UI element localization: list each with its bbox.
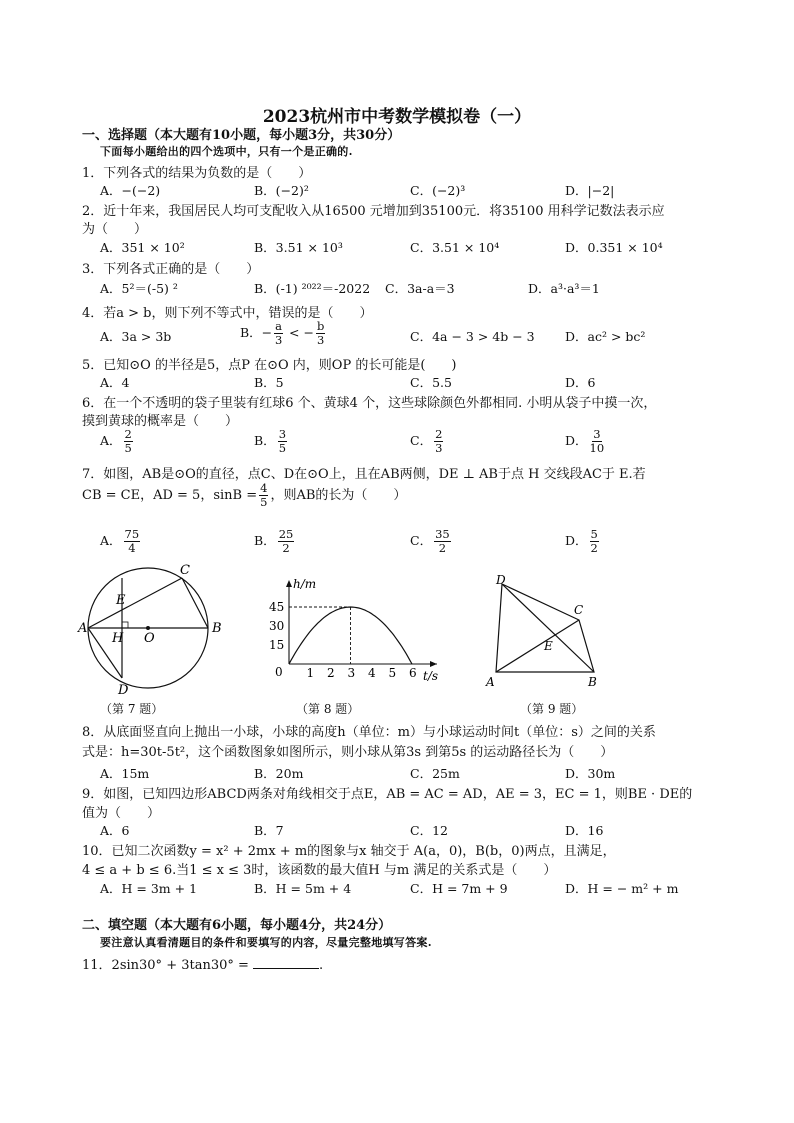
q9-option-a: A．6: [100, 823, 130, 838]
section2-note: 要注意认真看清题目的条件和要填写的内容，尽量完整地填写答案.: [100, 936, 432, 949]
label-o: O: [144, 631, 155, 646]
q6-stem-line2: 摸到黄球的概率是（ ）: [82, 414, 239, 429]
x-tick-label: 3: [347, 666, 356, 680]
q7-option-d: D． $\frac{5}{2}$: [565, 527, 598, 555]
figure-8-parabola-chart: [255, 574, 445, 692]
q9-stem-line2: 值为（ ）: [82, 806, 161, 821]
q10-stem: 10．已知二次函数y = x² + 2mx + m的图象与x 轴交于 A(a，0)，B(b，0)两点，且满足，: [82, 844, 616, 859]
q9-option-c: C．12: [410, 823, 448, 838]
q2-option-b: B．3.51 × 10³: [254, 240, 343, 255]
q1-option-b: B．(−2)²: [254, 183, 309, 198]
figure-7-caption: （第 7 题）: [100, 702, 164, 716]
q4-option-a: A．3a > 3b: [100, 329, 172, 344]
x-axis-arrow: [430, 661, 437, 667]
q8-option-c: C．25m: [410, 766, 460, 781]
q6-option-a: A． $\frac{2}{5}$: [100, 427, 132, 455]
q6-stem: 6．在一个不透明的袋子里装有红球6 个、黄球4 个，这些球除颜色外都相同. 小明从袋子中摸一次，: [82, 396, 657, 411]
q2-stem-line2: 为（ ）: [82, 222, 148, 237]
right-angle-mark: [122, 622, 128, 628]
q6-option-b: B． $\frac{3}{5}$: [254, 427, 287, 455]
q8-option-b: B．20m: [254, 766, 304, 781]
q10-option-c: C．H = 7m + 9: [410, 881, 508, 896]
q1-option-c: C．(−2)³: [410, 183, 466, 198]
q8-option-d: D．30m: [565, 766, 616, 781]
q1-option-a: A．−(−2): [100, 183, 161, 198]
q3-option-b: B．(-1) ²⁰²²＝-2022: [254, 281, 371, 296]
quadrilateral-abcd: [496, 584, 594, 672]
q5-option-c: C．5.5: [410, 375, 452, 390]
paper-title: 2023杭州市中考数学模拟卷（一）: [262, 107, 532, 127]
q3-option-c: C．3a-a＝3: [385, 281, 455, 296]
diagonal-bd: [502, 584, 594, 672]
figure-7-circle-diagram: [76, 562, 236, 702]
q1-option-d: D．|−2|: [565, 183, 615, 198]
x-tick-label: 5: [388, 666, 397, 680]
q4-stem: 4．若a > b，则下列不等式中，错误的是（ ）: [82, 306, 373, 321]
center-point: [146, 626, 150, 630]
label-b: B: [212, 621, 222, 636]
section2-heading: 二、填空题（本大题有6小题，每小题4分，共24分）: [82, 918, 392, 933]
label-a: A: [78, 621, 88, 636]
q11-stem: 11．2sin30° + 3tan30° = .: [82, 958, 324, 973]
q8-stem: 8．从底面竖直向上抛出一小球，小球的高度h（单位：m）与小球运动时间t（单位：s）之间的关系: [82, 725, 656, 740]
section1-heading: 一、选择题（本大题有10小题，每小题3分，共30分）: [82, 128, 401, 143]
label-d: D: [118, 683, 129, 698]
origin-label: 0: [275, 665, 283, 679]
parabola-curve: [289, 607, 412, 664]
y-tick-label: 30: [269, 619, 285, 633]
q5-option-d: D．6: [565, 375, 596, 390]
q6-option-d: D． $\frac{3}{10}$: [565, 427, 605, 455]
q10-option-a: A．H = 3m + 1: [100, 881, 198, 896]
q5-option-a: A．4: [100, 375, 130, 390]
segment-cb: [182, 578, 208, 628]
q4-option-d: D．ac² > bc²: [565, 329, 646, 344]
x-tick-label: 4: [368, 666, 376, 680]
x-tick-label: 1: [306, 666, 315, 680]
q9-option-b: B．7: [254, 823, 284, 838]
label-c: C: [180, 563, 190, 578]
section1-note: 下面每小题给出的四个选项中，只有一个是正确的.: [100, 145, 353, 158]
q2-stem: 2．近十年来，我国居民人均可支配收入从16500 元增加到35100元．将35100 用科学记数法表示应: [82, 204, 665, 219]
q5-option-b: B．5: [254, 375, 284, 390]
figure-9-caption: （第 9 题）: [520, 702, 584, 716]
q4-option-b: B．− $\frac{a}{3}$ < − $\frac{b}{3}$: [240, 319, 325, 347]
q2-option-a: A．351 × 10²: [100, 240, 185, 255]
q9-stem: 9．如图，已知四边形ABCD两条对角线相交于点E，AB = AC = AD，AE = 3，EC = 1，则BE · DE的: [82, 787, 693, 802]
q7-stem-line2: CB = CE，AD = 5，sinB = $\frac{4}{5}$ ，则AB的长为（ ）: [82, 481, 407, 509]
q8-option-a: A．15m: [100, 766, 150, 781]
q7-stem: 7．如图，AB是⊙O的直径，点C、D在⊙O上，且在AB两侧，DE ⊥ AB于点 H 交线段AC于 E.若: [82, 467, 646, 482]
q11-answer-blank[interactable]: [253, 956, 319, 969]
label-c: C: [574, 603, 584, 617]
q4-option-c: C．4a − 3 > 4b − 3: [410, 329, 535, 344]
q3-stem: 3．下列各式正确的是（ ）: [82, 262, 260, 277]
q10-option-b: B．H = 5m + 4: [254, 881, 352, 896]
label-d: D: [496, 574, 506, 587]
q6-option-c: C． $\frac{2}{3}$: [410, 427, 443, 455]
q3-option-a: A．5²＝(-5) ²: [100, 281, 178, 296]
y-tick-label: 45: [269, 600, 285, 614]
figure-9-quadrilateral: [482, 574, 612, 694]
q8-stem-line2: 式是：h=30t-5t²，这个函数图象如图所示，则小球从第3s 到第5s 的运动路径长为（ ）: [82, 745, 614, 760]
label-e: E: [116, 593, 126, 608]
q7-option-a: A． $\frac{75}{4}$: [100, 527, 140, 555]
x-tick-label: 6: [409, 666, 417, 680]
figure-8-caption: （第 8 题）: [296, 702, 360, 716]
y-axis-arrow: [286, 580, 292, 587]
y-tick-label: 15: [269, 638, 285, 652]
label-b: B: [588, 675, 597, 689]
q3-option-d: D．a³·a³＝1: [528, 281, 600, 296]
q10-option-d: D．H = − m² + m: [565, 881, 679, 896]
q2-option-d: D．0.351 × 10⁴: [565, 240, 663, 255]
x-tick-label: 2: [327, 666, 335, 680]
q7-option-c: C． $\frac{35}{2}$: [410, 527, 450, 555]
label-a: A: [486, 675, 495, 689]
label-e: E: [544, 639, 553, 653]
q9-option-d: D．16: [565, 823, 604, 838]
x-axis-label: t/s: [423, 669, 439, 683]
segment-ac: [88, 578, 182, 628]
q2-option-c: C．3.51 × 10⁴: [410, 240, 500, 255]
q10-stem-line2: 4 ≤ a + b ≤ 6.当1 ≤ x ≤ 3时，该函数的最大值H 与m 满足的关系式是（ ）: [82, 863, 557, 878]
y-axis-label: h/m: [293, 577, 317, 591]
q5-stem: 5．已知⊙O 的半径是5，点P 在⊙O 内，则OP 的长可能是( ): [82, 358, 457, 373]
q7-option-b: B． $\frac{25}{2}$: [254, 527, 294, 555]
q1-stem: 1．下列各式的结果为负数的是（ ）: [82, 166, 312, 181]
label-h: H: [112, 631, 124, 646]
